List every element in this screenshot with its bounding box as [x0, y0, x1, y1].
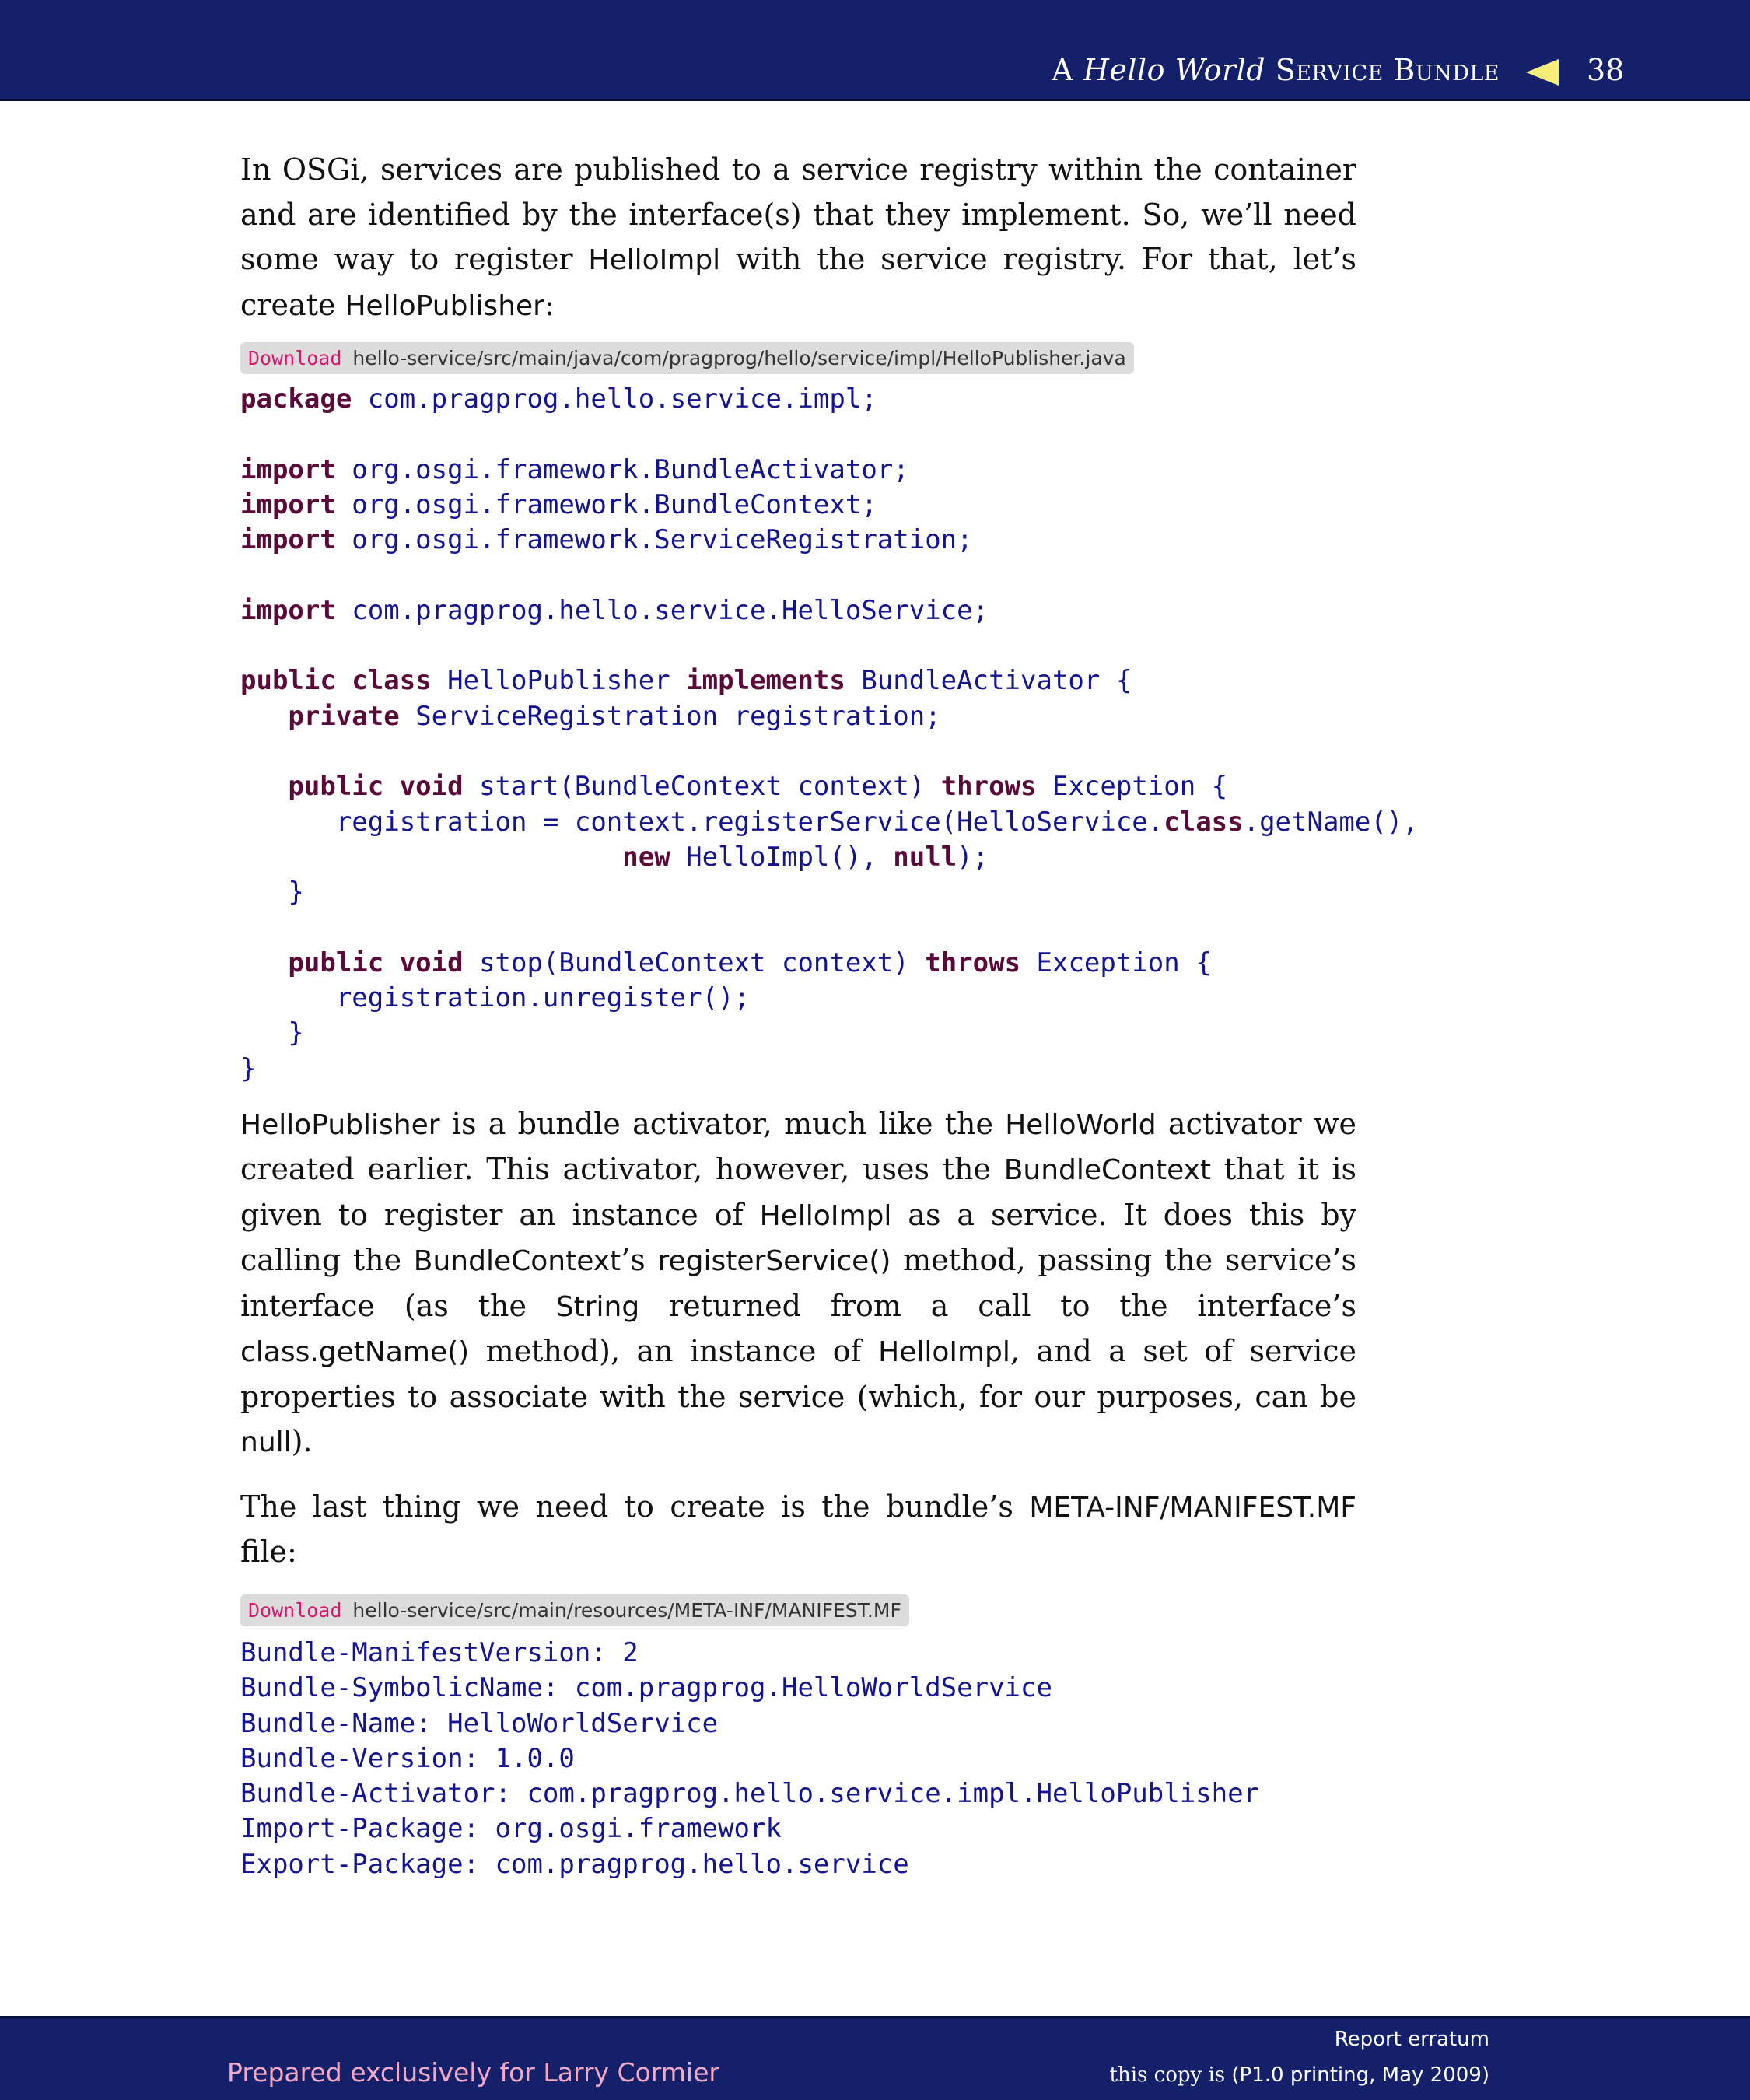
manifest-line: Bundle-Version: 1.0.0 — [240, 1742, 575, 1774]
code-keyword: import — [240, 453, 336, 485]
inline-code: HelloImpl — [759, 1199, 892, 1232]
code-keyword: package — [240, 383, 352, 415]
running-head-title — [1052, 53, 1500, 87]
code-keyword: implements — [686, 665, 845, 697]
printing-info-edition: (P1.0 printing, May 2009) — [1231, 2063, 1489, 2087]
code-text: registration.unregister(); — [240, 982, 751, 1014]
body-text: The last thing we need to create is the bundle’s — [240, 1489, 1030, 1524]
code-text: Exception { — [1036, 771, 1228, 803]
manifest-line: Bundle-SymbolicName: com.pragprog.HelloWorldService — [240, 1672, 1052, 1704]
code-text: BundleActivator { — [845, 665, 1132, 697]
running-head-a: A — [1052, 53, 1074, 87]
page-header-bar — [0, 0, 1750, 101]
body-text: ’s — [621, 1243, 658, 1278]
code-keyword: throws — [940, 771, 1037, 803]
code-keyword: public class — [240, 665, 432, 697]
manifest-line: Bundle-Activator: com.pragprog.hello.service.impl.HelloPublisher — [240, 1778, 1260, 1810]
inline-code: String — [555, 1290, 640, 1323]
page-footer-bar — [0, 2016, 1750, 2100]
code-text: start(BundleContext context) — [463, 771, 941, 803]
download-link[interactable]: Download — [248, 347, 342, 369]
inline-code: HelloWorld — [1005, 1108, 1157, 1141]
code-text: HelloPublisher — [431, 665, 687, 697]
body-text: activator we created earlier. This activator, however, uses the — [240, 1106, 1356, 1187]
code-text: com.pragprog.hello.service.HelloService; — [335, 594, 989, 626]
body-text: returned from a call to the interface’s — [639, 1288, 1356, 1323]
inline-code: HelloPublisher — [240, 1108, 440, 1141]
inline-code-manifest-path: META-INF/MANIFEST.MF — [1029, 1491, 1356, 1524]
intro-paragraph — [240, 148, 1356, 328]
code-keyword: new — [622, 841, 670, 873]
download-link[interactable]: Download — [248, 1598, 342, 1622]
body-text: , and a set of service properties to associate with the service (which, for our purposes, can be — [240, 1334, 1356, 1414]
code-text: registration = context.registerService(HelloService. — [240, 806, 1164, 838]
previous-page-arrow-icon[interactable] — [1526, 59, 1559, 86]
body-text: that it is given to register an instance of — [240, 1152, 1356, 1232]
download-bar-manifest-wrapper — [240, 1594, 1356, 1626]
prepared-for-text: Prepared exclusively for Larry Cormier — [227, 2057, 719, 2088]
code-text: org.osgi.framework.BundleContext; — [335, 488, 877, 520]
body-text: file: — [240, 1535, 297, 1570]
code-indent — [240, 947, 288, 978]
inline-code: BundleContext — [413, 1245, 621, 1278]
inline-code: registerService() — [657, 1245, 891, 1278]
manifest-line: Import-Package: org.osgi.framework — [240, 1813, 782, 1845]
explanation-paragraph — [240, 1102, 1356, 1465]
download-path: hello-service/src/main/resources/META-INF/MANIFEST.MF — [352, 1598, 901, 1622]
manifest-line: Export-Package: com.pragprog.hello.service — [240, 1848, 909, 1880]
manifest-intro-paragraph — [240, 1485, 1356, 1575]
report-erratum-link[interactable]: Report erratum — [1334, 2028, 1489, 2051]
intro-text-3: : — [544, 287, 555, 322]
manifest-listing — [240, 1636, 1356, 1882]
code-text: } — [240, 1017, 304, 1049]
body-text: method), an instance of — [469, 1334, 879, 1369]
code-keyword: null — [893, 841, 957, 873]
intro-text-2: with the service registry. For that, let’s create — [240, 242, 1356, 322]
code-text: } — [240, 1052, 257, 1084]
inline-code: HelloImpl — [878, 1336, 1010, 1369]
intro-text-1: In OSGi, services are published to a service registry within the container and are identified by the interface(s) that they implement. So, we’ll need some way to register — [240, 152, 1356, 276]
code-keyword: public void — [288, 771, 464, 803]
printing-info-prefix: this copy is — [1109, 2063, 1232, 2087]
code-text: } — [240, 877, 304, 908]
code-keyword: private — [288, 700, 400, 732]
code-keyword: import — [240, 488, 336, 520]
code-keyword: import — [240, 594, 336, 626]
printing-info — [1110, 2063, 1489, 2087]
code-text: .getName(), — [1243, 806, 1419, 838]
inline-code: BundleContext — [1003, 1154, 1212, 1187]
code-keyword: class — [1164, 806, 1244, 838]
code-text: stop(BundleContext context) — [463, 947, 926, 978]
code-keyword: public void — [288, 947, 464, 978]
code-text: ); — [957, 841, 989, 873]
code-indent — [240, 771, 288, 802]
code-text: HelloImpl(), — [670, 841, 894, 873]
body-text: ). — [291, 1424, 313, 1459]
body-text: is a bundle activator, much like the — [439, 1106, 1006, 1141]
manifest-line: Bundle-Name: HelloWorldService — [240, 1707, 719, 1739]
code-indent — [240, 842, 622, 873]
code-keyword: throws — [925, 947, 1021, 978]
inline-code: class.getName() — [240, 1336, 470, 1369]
page-number: 38 — [1587, 53, 1625, 87]
download-path: hello-service/src/main/java/com/pragprog/hello/service/impl/HelloPublisher.java — [352, 347, 1126, 369]
java-code-listing — [240, 382, 1419, 1087]
manifest-line: Bundle-ManifestVersion: 2 — [240, 1636, 639, 1668]
intro-code-helloimpl: HelloImpl — [588, 244, 721, 276]
inline-code: null — [240, 1426, 292, 1459]
running-head-italic: Hello World — [1083, 53, 1266, 87]
download-bar-java[interactable] — [240, 342, 1134, 374]
code-text: org.osgi.framework.BundleActivator; — [335, 453, 909, 485]
code-text: Exception { — [1020, 947, 1212, 978]
intro-code-hellopublisher: HelloPublisher — [345, 289, 544, 322]
code-indent — [240, 701, 288, 732]
download-bar-java-wrapper — [240, 342, 1356, 374]
page-content — [240, 148, 1419, 1882]
running-head-rest: Service Bundle — [1275, 53, 1500, 87]
code-text: com.pragprog.hello.service.impl; — [352, 383, 877, 415]
body-text: method, passing the service’s interface (as the — [240, 1243, 1356, 1323]
body-text: as a service. It does this by calling the — [240, 1197, 1356, 1278]
code-text: ServiceRegistration registration; — [399, 700, 941, 732]
code-keyword: import — [240, 524, 336, 556]
code-text: org.osgi.framework.ServiceRegistration; — [335, 524, 973, 556]
download-bar-manifest[interactable] — [240, 1594, 909, 1626]
